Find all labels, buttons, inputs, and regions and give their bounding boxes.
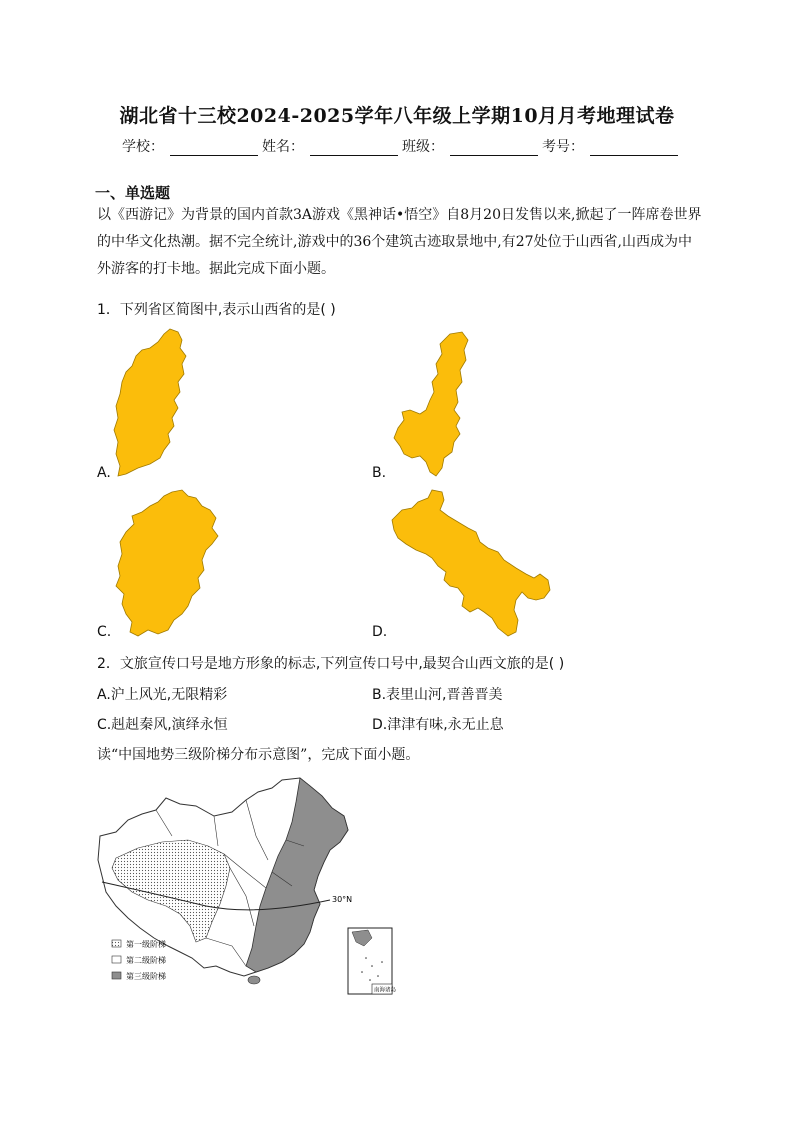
province-map-b <box>390 330 474 480</box>
exam-number-blank[interactable] <box>590 141 678 156</box>
province-map-d <box>388 488 554 638</box>
china-terrain-map <box>96 776 400 998</box>
passage-text: 以《西游记》为背景的国内首款3A游戏《黑神话•悟空》自8月20日发售以来,掀起了一阵席卷世界的中华文化热潮。据不完全统计,游戏中的36个建筑古迹取景地中,有27处位于山西省,山西成为中外游客的打卡地。据此完成下面小题。 <box>97 207 702 277</box>
page-title: 湖北省十三校2024-2025学年八年级上学期10月月考地理试卷 <box>119 105 675 127</box>
legend-swatch-step2 <box>112 956 121 963</box>
q2-option-b[interactable]: B.表里山河,晋善晋美 <box>372 687 503 703</box>
student-info-row <box>122 136 678 156</box>
school-label: 学校： <box>122 139 164 155</box>
map-passage: 读“中国地势三级阶梯分布示意图”，完成下面小题。 <box>97 747 420 763</box>
province-shape-a <box>114 329 186 476</box>
hainan-island <box>248 976 260 984</box>
legend-step2: 第二级阶梯 <box>126 956 166 965</box>
exam-number-label: 考号： <box>542 139 584 155</box>
option-a-label[interactable]: A. <box>97 465 111 481</box>
option-b-label[interactable]: B. <box>372 465 387 481</box>
q2-option-a[interactable]: A.沪上风光,无限精彩 <box>97 687 228 703</box>
q2-option-c[interactable]: C.赳赳秦风,演绎永恒 <box>97 717 228 733</box>
name-label: 姓名： <box>262 139 304 155</box>
q2-option-d[interactable]: D.津津有味,永无止息 <box>372 717 504 733</box>
province-shape-c <box>116 490 218 636</box>
question-2-stem: 2．文旅宣传口号是地方形象的标志,下列宣传口号中,最契合山西文旅的是( ) <box>97 656 565 672</box>
province-map-a <box>112 326 192 478</box>
province-shape-b <box>394 332 468 476</box>
legend-step3: 第三级阶梯 <box>126 972 166 981</box>
school-blank[interactable] <box>170 141 258 156</box>
legend-step1: 第一级阶梯 <box>126 940 166 949</box>
section-heading: 一、单选题 <box>95 184 171 202</box>
inset-label: 南海诸岛 <box>374 987 397 994</box>
question-1-stem: 1．下列省区简图中,表示山西省的是( ) <box>97 302 336 318</box>
province-shape-d <box>392 490 550 636</box>
option-c-label[interactable]: C. <box>97 624 112 640</box>
option-d-label[interactable]: D. <box>372 624 388 640</box>
legend-swatch-step3 <box>112 972 121 979</box>
latitude-30n-label: 30°N <box>332 895 353 904</box>
name-blank[interactable] <box>310 141 398 156</box>
province-map-c <box>112 488 222 638</box>
legend-swatch-step1 <box>112 940 121 947</box>
class-label: 班级： <box>402 139 444 155</box>
class-blank[interactable] <box>450 141 538 156</box>
